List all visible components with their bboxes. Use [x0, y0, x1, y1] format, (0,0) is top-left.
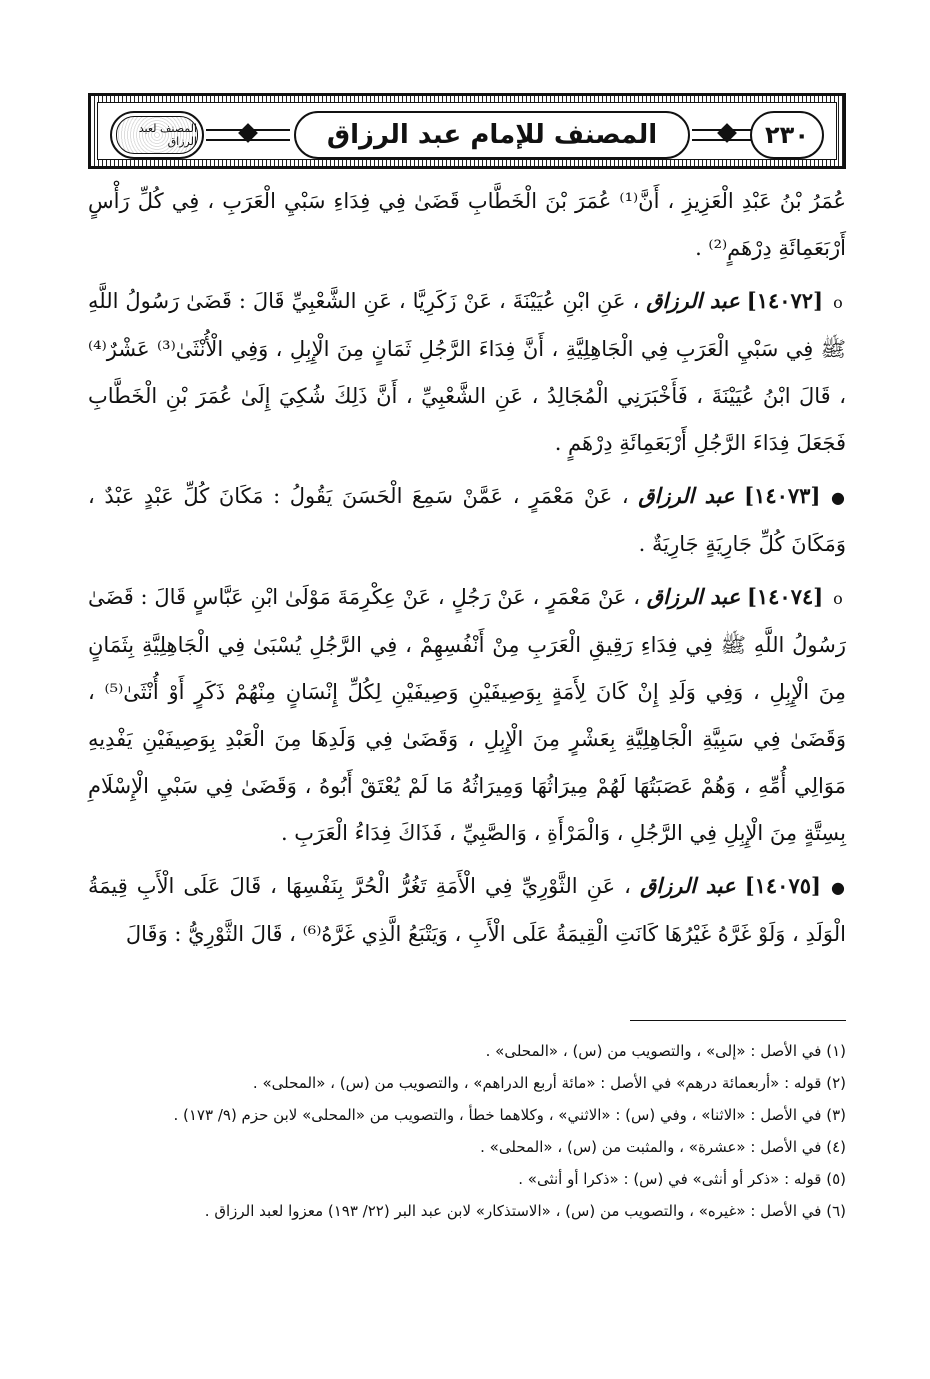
publisher-logo — [110, 111, 204, 159]
footnote: (٥) قوله : «ذكر أو أنثى» في (س) : «ذكرا أو أنثى» . — [518, 1170, 846, 1188]
hadith-text: ، عَنِ الثَّوْرِيِّ فِي الْأَمَةِ تَغُرُّ الْحُرَّ بِنَفْسِهَا ، قَالَ عَلَى الْأَبِ قِيمَةُ الْوَلَدِ ، وَلَوْ غَرَّهُ غَيْرُهَا كَانَتِ الْقِيمَةُ عَلَى الْأَبِ ، وَيَتْبَعُ الَّذِي غَرَّهُ⁽⁶⁾ ، قَالَ الثَّوْرِيُّ : وَقَالَ — [88, 874, 846, 946]
footnotes — [88, 1035, 846, 1227]
paragraph-continuation — [88, 178, 846, 272]
header-frame — [97, 102, 837, 160]
hadith-text: ، عَنِ ابْنِ عُيَيْنَةَ ، عَنْ زَكَرِيَّا ، عَنِ الشَّعْبِيِّ قَالَ : قَضَىٰ رَسُولُ اللَّهِ ﷺ فِي سَبْيِ الْعَرَبِ فِي الْجَاهِلِيَّةِ ، أَنَّ فِدَاءَ الرَّجُلِ ثَمَانٍ مِنَ الْإِبِلِ ، وَفِي الْأُنْثَىٰ⁽³⁾ عَشْرٌ⁽⁴⁾ ، قَالَ ابْنُ عُيَيْنَةَ ، فَأَخْبَرَنِي الْمُجَالِدُ ، عَنِ الشَّعْبِيِّ ، أَنَّ ذَلِكَ شُكِيَ إِلَىٰ عُمَرَ بْنِ الْخَطَّابِ فَجَعَلَ فِدَاءَ الرَّجُلِ أَرْبَعَمِائَةِ دِرْهَمٍ . — [88, 289, 846, 455]
footnote: (٤) في الأصل : «عشرة» ، والمثبت من (س) ، «المحلى» . — [480, 1138, 846, 1156]
narration-marker-icon: o — [833, 589, 843, 608]
footnote: (٣) في الأصل : «الاثنا» ، وفي (س) : «الاثني» ، وكلاهما خطأ ، والتصويب من «المحلى» لابن حزم (٩/ ١٧٣) . — [173, 1106, 846, 1124]
author-name: عبد الرزاق — [646, 288, 740, 313]
hadith-14074 — [88, 573, 846, 857]
book-title: المصنف للإمام عبد الرزاق — [326, 120, 658, 150]
header-title-oval — [294, 111, 690, 159]
hadith-14072 — [88, 277, 846, 467]
hadith-number: [١٤٠٧٥] — [744, 873, 821, 898]
page-number-oval — [750, 111, 824, 159]
author-name: عبد الرزاق — [646, 584, 741, 609]
footnote: (٢) قوله : «أربعمائة درهم» في الأصل : «مائة أربع الدراهم» ، والتصويب من (س) ، «المحلى» . — [252, 1074, 846, 1092]
narration-marker-icon: ● — [831, 488, 845, 507]
footnote-separator — [630, 1020, 846, 1021]
logo-text: المصنف لعبد الرزاق — [138, 122, 197, 148]
hadith-number: [١٤٠٧٣] — [744, 483, 821, 508]
page-header — [88, 93, 846, 169]
hadith-text: ، عَنْ مَعْمَرٍ ، عَنْ رَجُلٍ ، عَنْ عِكْرِمَةَ مَوْلَىٰ ابْنِ عَبَّاسٍ قَالَ : قَضَىٰ رَسُولُ اللَّهِ ﷺ فِي فِدَاءِ رَقِيقِ الْعَرَبِ مِنْ أَنْفُسِهِمْ ، فِي الرَّجُلِ يُسْبَىٰ فِي الْجَاهِلِيَّةِ بِثَمَانٍ مِنَ الْإِبِلِ ، وَفِي وَلَدِ إِنْ كَانَ لِأَمَةٍ بِوَصِيفَيْنِ وَصِيفَيْنِ لِكُلِّ إِنْسَانٍ مِنْهُمْ ذَكَرٍ أَوْ أُنْثَىٰ⁽⁵⁾ ، وَقَضَىٰ فِي سَبِيَّةِ الْجَاهِلِيَّةِ بِعَشْرٍ مِنَ الْإِبِلِ ، وَقَضَىٰ فِي وَلَدِهَا مِنَ الْعَبْدِ بِوَصِيفَيْنِ يَفْدِيهِ مَوَالِي أُمِّهِ ، وَهُمْ عَصَبَتُهَا لَهُمْ مِيرَاثُهَا وَمِيرَاثُهُ مَا لَمْ يُعْتَقْ أَبُوهُ ، وَقَضَىٰ فِي سَبْيِ الْإِسْلَامِ بِسِتَّةٍ مِنَ الْإِبِلِ فِي الرَّجُلِ ، وَالْمَرْأَةِ ، وَالصَّبِيِّ ، فَذَاكَ فِدَاءُ الْعَرَبِ . — [88, 585, 846, 845]
author-name: عبد الرزاق — [638, 483, 735, 508]
narration-marker-icon: o — [833, 293, 843, 312]
hadith-text: ، عَنْ مَعْمَرٍ ، عَمَّنْ سَمِعَ الْحَسَنَ يَقُولُ : مَكَانَ كُلِّ عَبْدٍ عَبْدٌ ، وَمَكَانَ كُلِّ جَارِيَةٍ جَارِيَةٌ . — [88, 484, 846, 556]
main-text — [88, 178, 846, 963]
paragraph-text: عُمَرُ بْنُ عَبْدِ الْعَزِيزِ ، أَنَّ⁽¹⁾ عُمَرَ بْنَ الْخَطَّابِ قَضَىٰ فِي فِدَاءِ سَبْيِ الْعَرَبِ ، فِي كُلِّ رَأْسٍ أَرْبَعَمِائَةِ دِرْهَمٍ⁽²⁾ . — [88, 189, 846, 260]
hadith-14075 — [88, 862, 846, 958]
footnote: (٦) في الأصل : «غيره» ، والتصويب من (س) ، «الاستذكار» لابن عبد البر (٢٢/ ١٩٣) معزوا لعبد الرزاق . — [204, 1202, 846, 1220]
hadith-number: [١٤٠٧٤] — [746, 584, 824, 609]
logo-emblem — [116, 116, 198, 154]
narration-marker-icon: ● — [831, 878, 845, 897]
footnote: (١) في الأصل : «إلى» ، والتصويب من (س) ، «المحلى» . — [485, 1042, 846, 1060]
author-name: عبد الرزاق — [639, 873, 736, 898]
hadith-number: [١٤٠٧٢] — [746, 288, 824, 313]
hadith-14073 — [88, 472, 846, 568]
page-number: ٢٣٠ — [765, 121, 809, 149]
